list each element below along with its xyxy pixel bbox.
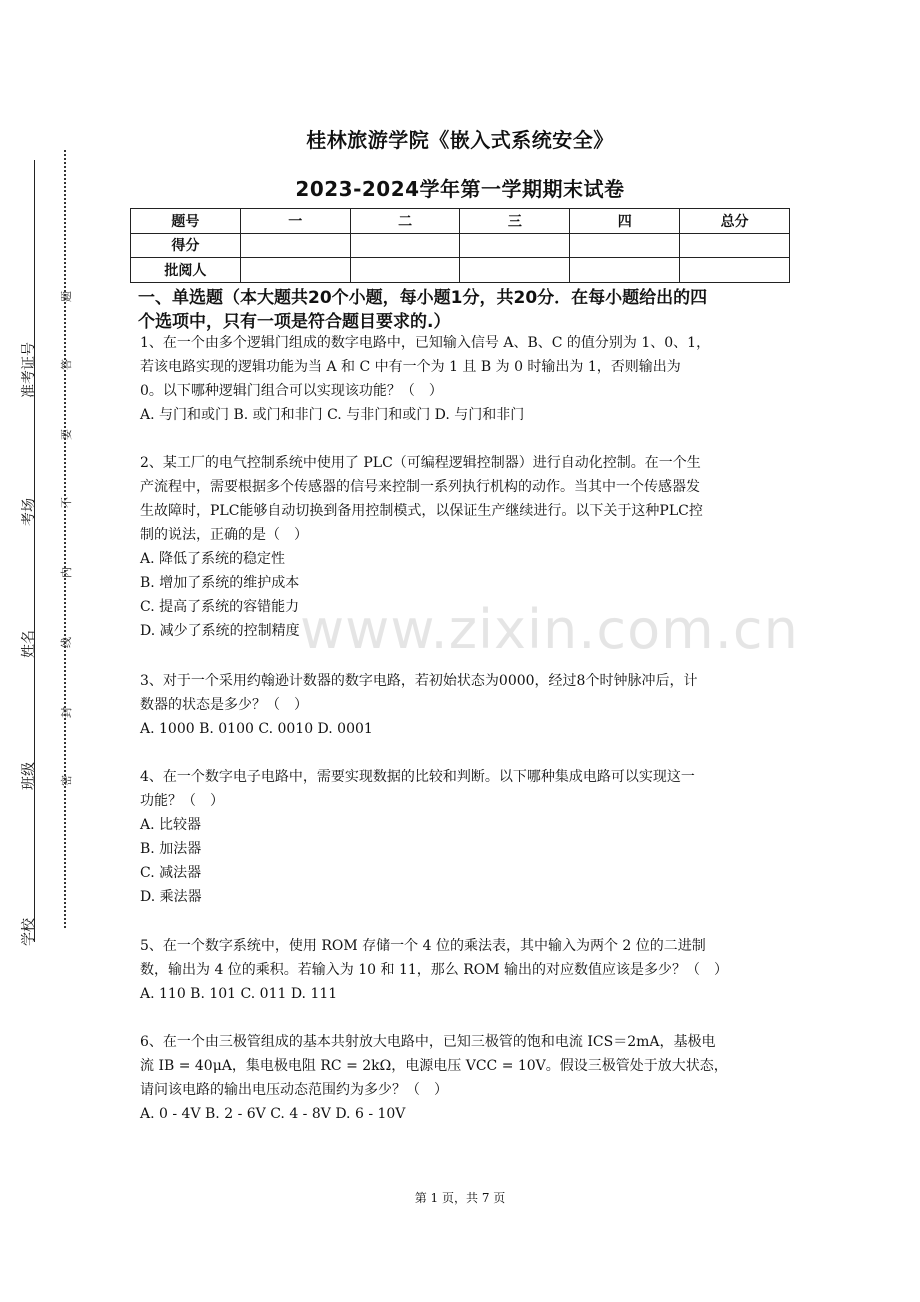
score-cell bbox=[460, 258, 570, 283]
score-cell bbox=[240, 233, 350, 258]
score-table-row bbox=[131, 233, 790, 258]
question-option: A. 1000 B. 0100 C. 0010 D. 0001 bbox=[140, 721, 373, 737]
section-heading-line: 个选项中，只有一项是符合题目要求的.） bbox=[138, 312, 451, 332]
seal-char: 要 bbox=[60, 429, 73, 440]
exam-title: 桂林旅游学院《嵌入式系统安全》 bbox=[306, 128, 614, 152]
score-table bbox=[130, 208, 790, 283]
question-option: A. 110 B. 101 C. 011 D. 111 bbox=[140, 986, 338, 1002]
question-4 bbox=[140, 765, 795, 909]
score-table-cell: 三 bbox=[460, 209, 570, 234]
seal-char: 内 bbox=[60, 567, 73, 578]
seal-char: 封 bbox=[60, 707, 73, 718]
seal-char: 题 bbox=[60, 291, 73, 302]
binding-dotted-line bbox=[64, 150, 66, 928]
score-cell bbox=[570, 258, 680, 283]
question-text: 6、在一个由三极管组成的基本共射放大电路中，已知三极管的饱和电流 ICS＝2mA，基极电 bbox=[140, 1034, 716, 1050]
question-option: A. 与门和或门 B. 或门和非门 C. 与非门和或门 D. 与门和非门 bbox=[140, 407, 525, 423]
score-cell bbox=[240, 258, 350, 283]
score-table-cell: 总分 bbox=[680, 209, 790, 234]
question-text: 产流程中，需要根据多个传感器的信号来控制一系列执行机构的动作。当其中一个传感器发 bbox=[140, 479, 700, 495]
score-table-cell: 题号 bbox=[131, 209, 241, 234]
binding-margin-line bbox=[34, 160, 35, 942]
score-cell bbox=[680, 258, 790, 283]
seal-char: 线 bbox=[60, 637, 73, 648]
question-option: A. 降低了系统的稳定性 bbox=[140, 551, 286, 567]
field-exam-id: 准考证号 bbox=[21, 342, 37, 398]
section-heading-line: 一、单选题（本大题共20个小题，每小题1分，共20分．在每小题给出的四 bbox=[138, 288, 708, 308]
exam-subtitle: 2023-2024学年第一学期期末试卷 bbox=[295, 177, 625, 201]
question-5 bbox=[140, 934, 795, 1006]
field-class: 班级 bbox=[21, 762, 37, 790]
score-cell bbox=[350, 233, 460, 258]
score-cell bbox=[680, 233, 790, 258]
score-row-label: 批阅人 bbox=[131, 258, 241, 283]
field-name: 姓名 bbox=[21, 630, 37, 658]
question-option: D. 乘法器 bbox=[140, 889, 202, 905]
question-option: B. 增加了系统的维护成本 bbox=[140, 575, 300, 591]
score-table-cell: 一 bbox=[240, 209, 350, 234]
score-table-cell: 四 bbox=[570, 209, 680, 234]
field-exam-room: 考场 bbox=[21, 498, 37, 526]
question-3 bbox=[140, 669, 795, 741]
question-option: A. 比较器 bbox=[140, 817, 202, 833]
score-cell bbox=[460, 233, 570, 258]
question-option: C. 减法器 bbox=[140, 865, 202, 881]
question-text: 生故障时，PLC能够自动切换到备用控制模式，以保证生产继续进行。以下关于这种PLC控 bbox=[140, 503, 703, 519]
question-text: 3、对于一个采用约翰逊计数器的数字电路，若初始状态为0000，经过8个时钟脉冲后，计 bbox=[140, 673, 698, 689]
question-text: 数器的状态是多少？（ ） bbox=[140, 697, 308, 713]
question-option: D. 减少了系统的控制精度 bbox=[140, 623, 300, 639]
score-table-header-row bbox=[131, 209, 790, 234]
question-text: 数，输出为 4 位的乘积。若输入为 10 和 11，那么 ROM 输出的对应数值应该是多少？（ ） bbox=[140, 962, 729, 978]
question-text: 2、某工厂的电气控制系统中使用了 PLC（可编程逻辑控制器）进行自动化控制。在一个生 bbox=[140, 455, 701, 471]
question-option: B. 加法器 bbox=[140, 841, 202, 857]
question-option: C. 提高了系统的容错能力 bbox=[140, 599, 300, 615]
seal-char: 不 bbox=[60, 497, 73, 508]
question-text: 4、在一个数字电子电路中，需要实现数据的比较和判断。以下哪种集成电路可以实现这一 bbox=[140, 769, 695, 785]
field-school: 学校 bbox=[21, 918, 37, 946]
question-text: 0。以下哪种逻辑门组合可以实现该功能？（ ） bbox=[140, 383, 443, 399]
page-footer: 第 1 页，共 7 页 bbox=[414, 1191, 506, 1205]
question-text: 若该电路实现的逻辑功能为当 A 和 C 中有一个为 1 且 B 为 0 时输出为 1，否则输出为 bbox=[140, 359, 681, 375]
question-text: 1、在一个由多个逻辑门组成的数字电路中，已知输入信号 A、B、C 的值分别为 1、0、1， bbox=[140, 335, 711, 351]
score-table-cell: 二 bbox=[350, 209, 460, 234]
score-row-label: 得分 bbox=[131, 233, 241, 258]
question-text: 5、在一个数字系统中，使用 ROM 存储一个 4 位的乘法表，其中输入为两个 2 位的二进制 bbox=[140, 938, 706, 954]
question-text: 请问该电路的输出电压动态范围约为多少？（ ） bbox=[140, 1082, 448, 1098]
score-cell bbox=[350, 258, 460, 283]
question-text: 功能？（ ） bbox=[140, 793, 224, 809]
question-text: 流 IB = 40μA，集电极电阻 RC = 2kΩ，电源电压 VCC = 10V。假设三极管处于放大状态， bbox=[140, 1058, 728, 1074]
watermark: www.zixin.com.cn bbox=[300, 598, 799, 661]
score-table-row bbox=[131, 258, 790, 283]
question-text: 制的说法，正确的是（ ） bbox=[140, 527, 308, 543]
score-cell bbox=[570, 233, 680, 258]
section-heading bbox=[138, 286, 788, 334]
seal-char: 密 bbox=[60, 775, 73, 786]
question-6 bbox=[140, 1030, 795, 1126]
question-option: A. 0 - 4V B. 2 - 6V C. 4 - 8V D. 6 - 10V bbox=[140, 1106, 406, 1122]
question-1 bbox=[140, 331, 795, 427]
seal-char: 答 bbox=[60, 359, 73, 370]
